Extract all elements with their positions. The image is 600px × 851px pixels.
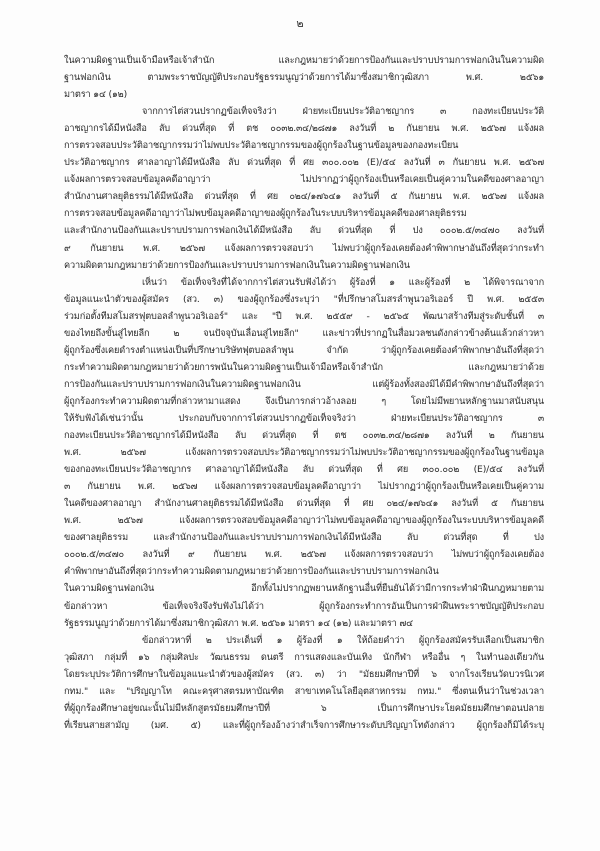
- text-line: การตรวจสอบข้อมูลคดีอาญาว่าไม่พบข้อมูลคดีอาญาของผู้ถูกร้องในระบบบริหารข้อมูลคดีของศาลยุติธรรม: [64, 208, 467, 220]
- text-line: ผู้ถูกร้องซึ่งเคยดำรงตำแหน่งเป็นที่ปรึกษาบริษัทฟุตบอลลำพูน จำกัด ว่าผู้ถูกร้องเคยต้องคำพิพากษาอันถึงที่สุดว่า: [64, 344, 544, 356]
- text-line: ฐานฟอกเงิน ตามพระราชบัญญัติประกอบรัฐธรรมนูญว่าด้วยการได้มาซึ่งสมาชิกวุฒิสภา พ.ศ. ๒๕๖๑: [64, 72, 544, 84]
- text-line: ในความผิดฐานฟอกเงิน อีกทั้งไม่ปรากฏพยานหลักฐานอื่นที่ยืนยันได้ว่ามีการกระทำฝ่าฝืนกฎหมายตาม: [64, 583, 544, 595]
- text-line: ในคดีของศาลอาญา สำนักงานศาลยุติธรรมได้มีหนังสือ ด่วนที่สุด ที่ ศย ๐๒๔/๑๗๖๔๑ ลงวันที่ ๕ กันยายน: [64, 498, 544, 510]
- document-body: [64, 52, 544, 734]
- text-line: ของกองทะเบียนประวัติอาชญากร ศาลอาญาได้มีหนังสือ ลับ ด่วนที่สุด ที่ ศย ๓๐๐.๐๐๒ (E)/๕๔ ลงวันที่: [64, 464, 544, 476]
- text-line: รัฐธรรมนูญว่าด้วยการได้มาซึ่งสมาชิกวุฒิสภา พ.ศ. ๒๕๖๑ มาตรา ๑๔ (๑๒) และมาตรา ๗๔: [64, 617, 413, 629]
- text-line: การป้องกันและปราบปรามการฟอกเงินในความผิดฐานฟอกเงิน แต่ผู้ร้องทั้งสองมิได้มีคำพิพากษาอันถึงที่สุดว่า: [64, 378, 544, 390]
- text-line: ๓ กันยายน พ.ศ. ๒๕๖๗ แจ้งผลการตรวจสอบข้อมูลคดีอาญาว่า ไม่ปรากฏว่าผู้ถูกร้องเป็นหรือเคยเป็นคู่ความ: [64, 481, 544, 493]
- page-number: ๒: [296, 17, 304, 30]
- text-line: ของไทยถึงขั้นสู่ไทยลีก ๒ จนปัจจุบันเลื่อนสู่ไทยลีก" และข่าวที่ปรากฏในสื่อมวลชนดังกล่าวข้างต้นแล้วกล่าวหา: [64, 327, 544, 339]
- text-line: ข้อมูลแนะนำตัวของผู้สมัคร (สว. ๓) ของผู้ถูกร้องซึ่งระบุว่า "ที่ปรึกษาสโมสรลำพูนวอริเออร์ ปี พ.ศ. ๒๕๕๓: [64, 293, 544, 305]
- text-line: จากการไต่สวนปรากฏข้อเท็จจริงว่า ฝ่ายทะเบียนประวัติอาชญากร ๓ กองทะเบียนประวัติ: [142, 106, 544, 118]
- text-line: เห็นว่า ข้อเท็จจริงที่ได้จากการไต่สวนรับฟังได้ว่า ผู้ร้องที่ ๑ และผู้ร้องที่ ๒ ได้พิจารณาจาก: [142, 276, 544, 288]
- text-line: ของศาลยุติธรรม และสำนักงานป้องกันและปราบปรามการฟอกเงินได้มีหนังสือ ลับ ด่วนที่สุด ที่ ปง: [64, 532, 544, 544]
- text-line: การตรวจสอบประวัติอาชญากรรมว่าไม่พบประวัติอาชญากรรมของผู้ถูกร้องในฐานข้อมูลของกองทะเบียน: [64, 140, 459, 152]
- text-line: ในความผิดฐานเป็นเจ้ามือหรือเจ้าสำนัก และกฎหมายว่าด้วยการป้องกันและปราบปรามการฟอกเงินในความผิด: [64, 55, 544, 66]
- text-line: กทม." และ "ปริญญาโท คณะครุศาสตรมหาบัณฑิต สาขาเทคโนโลยีอุตสาหกรรม กทม." ซึ่งตนเห็นว่าในช่วงเวลา: [64, 685, 544, 697]
- text-line: โดยระบุประวัติการศึกษาในข้อมูลแนะนำตัวของผู้สมัคร (สว. ๓) ว่า "มัธยมศึกษาปีที่ ๖ จากโรงเรียนวัดบวรนิเวศ: [64, 668, 544, 680]
- text-line: ผู้ถูกร้องกระทำความผิดตามที่กล่าวหามาแสดง จึงเป็นการกล่าวอ้างลอย ๆ โดยไม่มีพยานหลักฐานมาสนับสนุน: [64, 395, 544, 407]
- text-line: ข้อกล่าวหาที่ ๒ ประเด็นที่ ๑ ผู้ร้องที่ ๑ ให้ถ้อยคำว่า ผู้ถูกร้องสมัครรับเลือกเป็นสมาชิก: [142, 634, 544, 646]
- text-line: แจ้งผลการตรวจสอบข้อมูลคดีอาญาว่า ไม่ปรากฏว่าผู้ถูกร้องเป็นหรือเคยเป็นคู่ความในคดีของศาลอาญา: [64, 174, 544, 186]
- text-line: สำนักงานศาลยุติธรรมได้มีหนังสือ ด่วนที่สุด ที่ ศย ๐๒๔/๑๗๖๔๑ ลงวันที่ ๕ กันยายน พ.ศ. ๒๕๖๗ แจ้งผล: [64, 191, 544, 203]
- text-line: ประวัติอาชญากร ศาลอาญาได้มีหนังสือ ลับ ด่วนที่สุด ที่ ศย ๓๐๐.๐๐๒ (E)/๕๔ ลงวันที่ ๓ กันยายน พ.ศ. ๒๕๖๗: [64, 157, 544, 169]
- text-line: พ.ศ. ๒๕๖๗ แจ้งผลการตรวจสอบข้อมูลคดีอาญาว่าไม่พบข้อมูลคดีอาญาของผู้ถูกร้องในระบบบริหารข้อมูลคดี: [64, 515, 544, 527]
- text-line: วุฒิสภา กลุ่มที่ ๑๖ กลุ่มศิลปะ วัฒนธรรม ดนตรี การแสดงและบันเทิง นักกีฬา หรืออื่น ๆ ในทำนองเดียวกัน: [64, 651, 544, 663]
- text-line: และสำนักงานป้องกันและปราบปรามการฟอกเงินได้มีหนังสือ ลับ ด่วนที่สุด ที่ ปง ๐๐๐๒.๕/๓๔๗๐ ลงวันที่: [64, 225, 544, 237]
- text-line: ข้อกล่าวหา ข้อเท็จจริงจึงรับฟังไม่ได้ว่า ผู้ถูกร้องกระทำการอันเป็นการฝ่าฝืนพระราชบัญญัติประกอบ: [64, 600, 544, 612]
- text-line: ให้รับฟังได้เช่นว่านั้น ประกอบกับจากการไต่สวนปรากฏข้อเท็จจริงว่า ฝ่ายทะเบียนประวัติอาชญากร ๓: [64, 412, 544, 424]
- text-line: อาชญากรได้มีหนังสือ ลับ ด่วนที่สุด ที่ ตช ๐๐๓๒.๓๔/๒๘๗๑ ลงวันที่ ๒ กันยายน พ.ศ. ๒๕๖๗ แจ้งผล: [64, 123, 544, 135]
- text-line: คำพิพากษาอันถึงที่สุดว่ากระทำความผิดตามกฎหมายว่าด้วยการป้องกันและปราบปรามการฟอกเงิน: [64, 566, 439, 578]
- text-line: ความผิดตามกฎหมายว่าด้วยการป้องกันและปราบปรามการฟอกเงินในความผิดฐานฟอกเงิน: [64, 259, 410, 271]
- text-line: ที่เรียนสายสามัญ (มศ. ๕) และที่ผู้ถูกร้องอ้างว่าสำเร็จการศึกษาระดับปริญญาโทดังกล่าว ผู้ถูกร้องก็มิได้ระบุ: [64, 719, 544, 731]
- text-line: กองทะเบียนประวัติอาชญากรได้มีหนังสือ ลับ ด่วนที่สุด ที่ ตช ๐๐๓๒.๓๔/๒๘๗๑ ลงวันที่ ๒ กันยายน: [64, 430, 544, 442]
- text-line: พ.ศ. ๒๕๖๗ แจ้งผลการตรวจสอบประวัติอาชญากรรมว่าไม่พบประวัติอาชญากรรมของผู้ถูกร้องในฐานข้อมูล: [64, 447, 544, 459]
- text-line: ๐๐๐๒.๕/๓๔๗๐ ลงวันที่ ๙ กันยายน พ.ศ. ๒๕๖๗ แจ้งผลการตรวจสอบว่า ไม่พบว่าผู้ถูกร้องเคยต้อง: [64, 549, 544, 561]
- text-line: ที่ผู้ถูกร้องศึกษาอยู่ขณะนั้นไม่มีหลักสูตรมัธยมศึกษาปีที่ ๖ เป็นการศึกษาประโยคมัธยมศึกษาตอนปลาย: [64, 702, 544, 714]
- text-line: ร่วมก่อตั้งทีมสโมสรฟุตบอลลำพูนวอริเออร์" และ "ปี พ.ศ. ๒๕๕๙ - ๒๕๖๕ พัฒนาสร้างทีมสู่ระดับชั้นที่ ๓: [64, 310, 544, 322]
- text-line: ๙ กันยายน พ.ศ. ๒๕๖๗ แจ้งผลการตรวจสอบว่า ไม่พบว่าผู้ถูกร้องเคยต้องคำพิพากษาอันถึงที่สุดว่ากระทำ: [64, 242, 544, 254]
- text-line: กระทำความผิดตามกฎหมายว่าด้วยการพนันในความผิดฐานเป็นเจ้ามือหรือเจ้าสำนัก และกฎหมายว่าด้วย: [64, 361, 544, 373]
- text-line: มาตรา ๑๔ (๑๒): [64, 89, 128, 101]
